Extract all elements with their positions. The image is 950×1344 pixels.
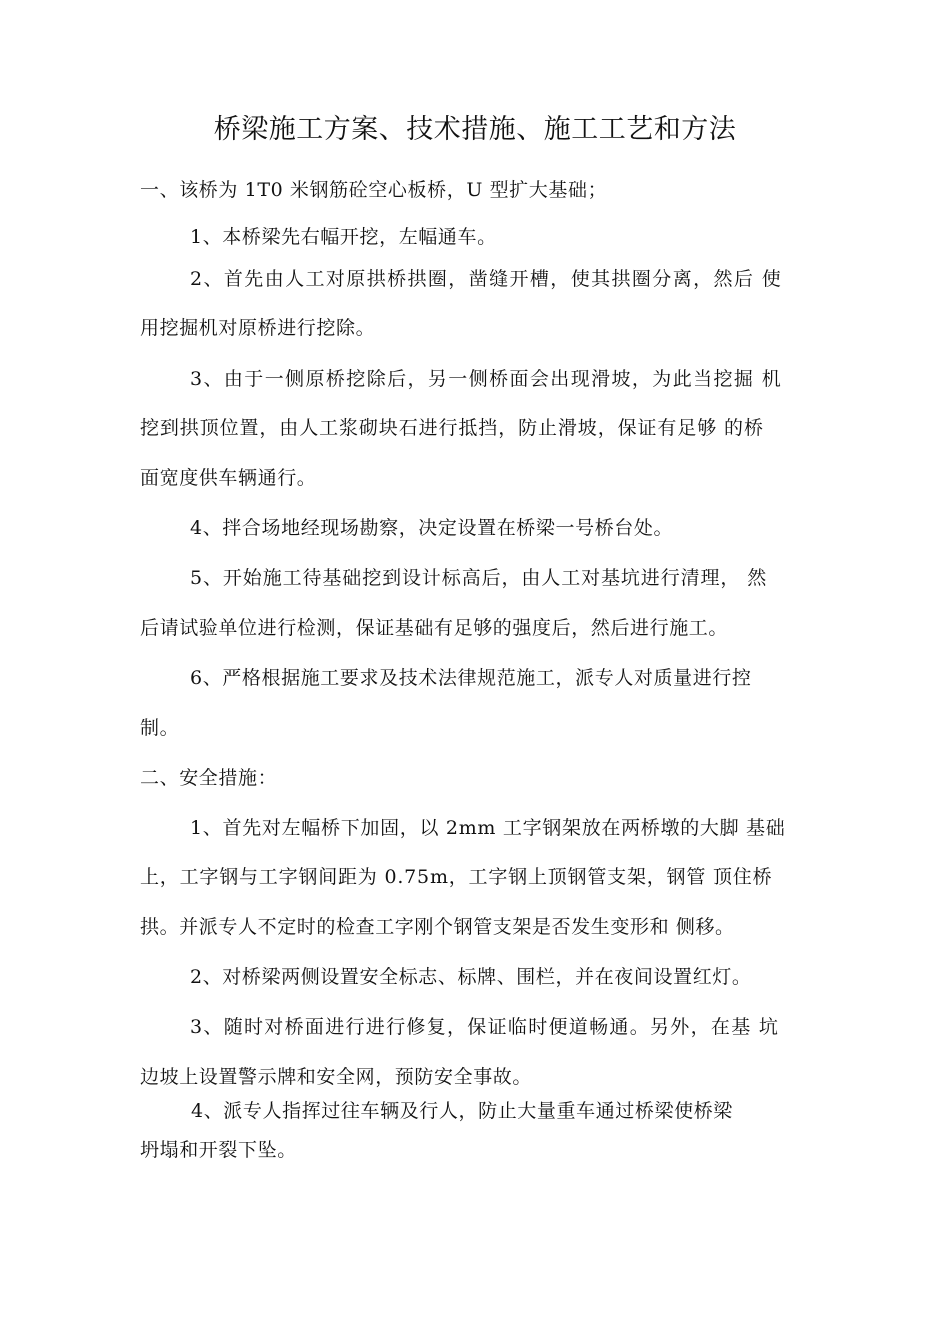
paragraph-line: 后请试验单位进行检测，保证基础有足够的强度后，然后进行施工。 xyxy=(140,617,729,639)
paragraph-line: 制。 xyxy=(140,717,180,739)
paragraph-line: 4、拌合场地经现场勘察，决定设置在桥梁一号桥台处。 xyxy=(190,517,674,539)
section-heading-1: 一、该桥为 1T0 米钢筋砼空心板桥，U 型扩大基础； xyxy=(140,179,608,201)
paragraph-line: 1、首先对左幅桥下加固，以 2mm 工字钢架放在两桥墩的大脚 基础 xyxy=(190,817,786,839)
paragraph-line: 3、随时对桥面进行进行修复，保证临时便道畅通。另外，在基 坑 xyxy=(190,1016,780,1038)
document-title: 桥梁施工方案、技术措施、施工工艺和方法 xyxy=(213,114,737,145)
paragraph-line: 3、由于一侧原桥挖除后，另一侧桥面会出现滑坡，为此当挖掘 机 xyxy=(190,368,783,390)
paragraph-line: 2、首先由人工对原拱桥拱圈，凿缝开槽，使其拱圈分离，然后 使 xyxy=(190,268,783,290)
paragraph-line: 拱。并派专人不定时的检查工字刚个钢管支架是否发生变形和 侧移。 xyxy=(140,916,735,938)
paragraph-line: 边坡上设置警示牌和安全网，预防安全事故。 xyxy=(140,1066,533,1088)
paragraph-line: 4、派专人指挥过往车辆及行人，防止大量重车通过桥梁使桥梁 xyxy=(191,1100,733,1122)
paragraph-line: 坍塌和开裂下坠。 xyxy=(140,1139,297,1161)
paragraph-line: 1、本桥梁先右幅开挖，左幅通车。 xyxy=(190,226,497,248)
paragraph-line: 2、对桥梁两侧设置安全标志、标牌、围栏，并在夜间设置红灯。 xyxy=(190,966,752,988)
paragraph-line: 用挖掘机对原桥进行挖除。 xyxy=(140,317,376,339)
paragraph-line: 挖到拱顶位置，由人工浆砌块石进行抵挡，防止滑坡，保证有足够 的桥 xyxy=(140,417,764,439)
paragraph-line: 面宽度供车辆通行。 xyxy=(140,467,317,489)
paragraph-line: 上，工字钢与工字钢间距为 0.75m，工字钢上顶钢管支架，钢管 顶住桥 xyxy=(140,866,773,888)
paragraph-line: 5、开始施工待基础挖到设计标高后，由人工对基坑进行清理， 然 xyxy=(190,567,768,589)
section-heading-2: 二、安全措施： xyxy=(140,767,278,789)
paragraph-line: 6、严格根据施工要求及技术法律规范施工，派专人对质量进行控 xyxy=(190,667,752,689)
